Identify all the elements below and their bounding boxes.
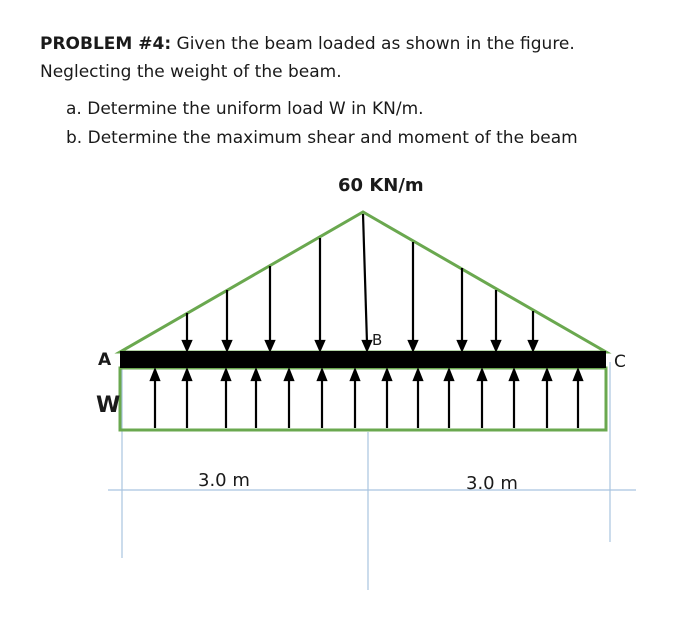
uniform-load-outline — [120, 368, 606, 430]
problem-heading: PROBLEM #4: — [40, 34, 172, 54]
problem-intro-line-2: Neglecting the weight of the beam. — [40, 62, 342, 82]
point-b-label: B — [372, 331, 383, 349]
question-b: b. Determine the maximum shear and moment of the beam — [66, 128, 578, 148]
question-a: a. Determine the uniform load W in KN/m. — [66, 99, 424, 119]
peak-load-label: 60 KN/m — [338, 175, 424, 196]
point-c-label: C — [614, 352, 626, 372]
beam — [120, 351, 606, 368]
uniform-load-label: W — [96, 393, 121, 418]
point-a-label: A — [98, 350, 112, 370]
span-left-label: 3.0 m — [198, 470, 250, 491]
problem-intro-text: Given the beam loaded as shown in the figure. — [171, 34, 575, 54]
span-right-label: 3.0 m — [466, 473, 518, 494]
uniform-load-arrows — [151, 370, 582, 428]
